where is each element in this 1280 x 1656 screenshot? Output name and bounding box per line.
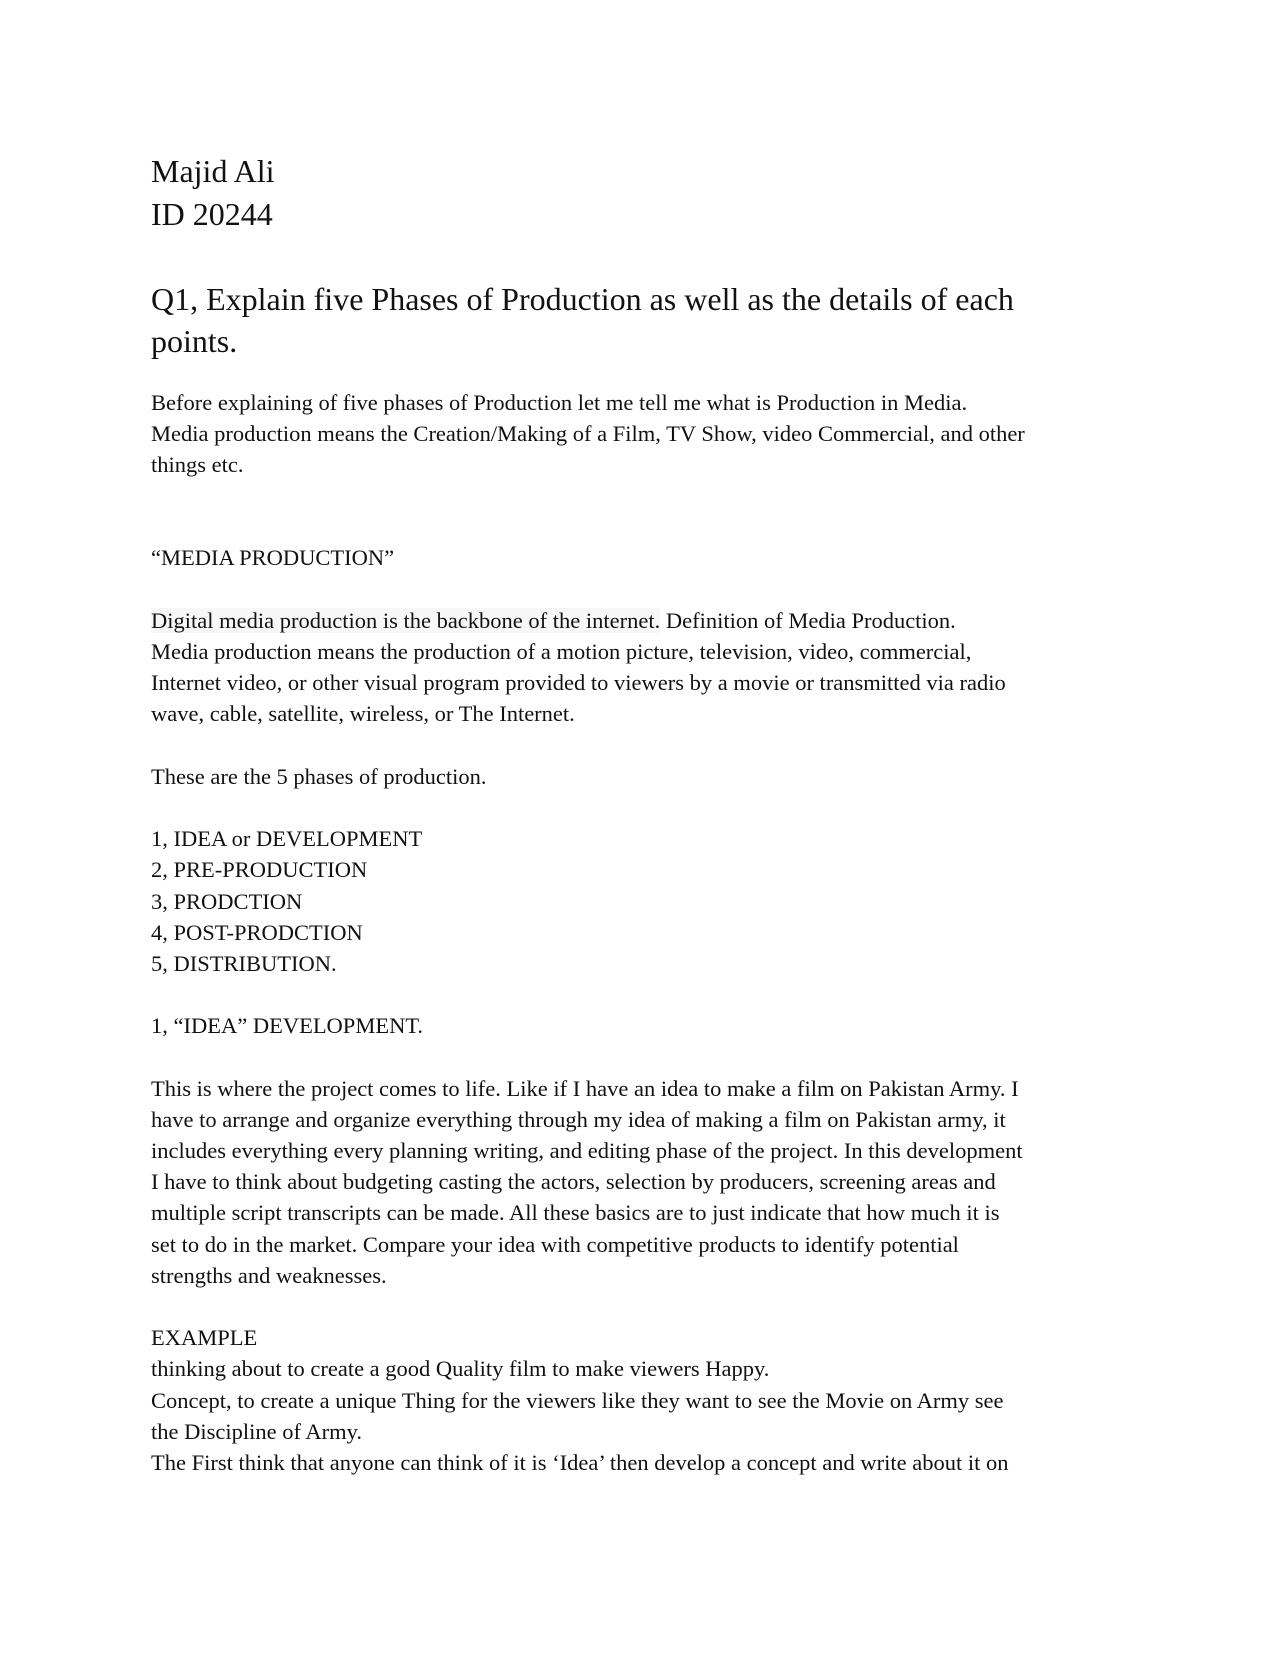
- example-line: the Discipline of Army.: [151, 1418, 363, 1444]
- intro-line: Before explaining of five phases of Production let me tell me what is Production in Media.: [151, 389, 968, 415]
- phase1-line: multiple script transcripts can be made. All these basics are to just indicate that how much it is: [151, 1200, 1000, 1226]
- phase-item: 2, PRE-PRODUCTION: [151, 857, 368, 883]
- phase1-line: This is where the project comes to life. Like if I have an idea to make a film on Pakistan Army. I: [151, 1075, 1019, 1101]
- definition-text: Definition of Media Production.: [660, 607, 956, 633]
- phase1-title: 1, “IDEA” DEVELOPMENT.: [151, 1013, 424, 1039]
- definition-line: Internet video, or other visual program provided to viewers by a movie or transmitted via radio: [151, 670, 1006, 696]
- phase-item: 1, IDEA or DEVELOPMENT: [151, 826, 423, 852]
- highlighted-text: Digital media production is the backbone of the internet.: [151, 607, 661, 633]
- question-title-cont: points.: [151, 323, 238, 359]
- phases-intro: These are the 5 phases of production.: [151, 763, 487, 789]
- phase1-line: I have to think about budgeting casting the actors, selection by producers, screening areas and: [151, 1169, 996, 1195]
- student-id: ID 20244: [151, 195, 273, 232]
- phase-item: 4, POST-PRODCTION: [151, 919, 363, 945]
- document-page: [151, 150, 1151, 1478]
- blank-line: [151, 235, 1151, 278]
- definition-line: [151, 605, 1151, 636]
- document-body: [151, 387, 1151, 1479]
- phase1-line: set to do in the market. Compare your idea with competitive products to identify potential: [151, 1231, 959, 1257]
- example-title: EXAMPLE: [151, 1325, 258, 1351]
- phase-item: 5, DISTRIBUTION.: [151, 950, 337, 976]
- example-line: The First think that anyone can think of it is ‘Idea’ then develop a concept and write about it on: [151, 1449, 1009, 1475]
- phase1-line: includes everything every planning writing, and editing phase of the project. In this development: [151, 1138, 1023, 1163]
- phase1-line: have to arrange and organize everything through my idea of making a film on Pakistan army, it: [151, 1106, 1006, 1132]
- intro-line: Media production means the Creation/Making of a Film, TV Show, video Commercial, and other: [151, 420, 1025, 446]
- definition-line: wave, cable, satellite, wireless, or The Internet.: [151, 701, 575, 727]
- example-line: thinking about to create a good Quality film to make viewers Happy.: [151, 1356, 770, 1382]
- author-name: Majid Ali: [151, 153, 275, 189]
- phase-item: 3, PRODCTION: [151, 888, 303, 914]
- definition-line: Media production means the production of a motion picture, television, video, commercial,: [151, 639, 972, 664]
- example-line: Concept, to create a unique Thing for the viewers like they want to see the Movie on Army see: [151, 1387, 1004, 1413]
- phase1-line: strengths and weaknesses.: [151, 1262, 387, 1288]
- section-title: “MEDIA PRODUCTION”: [151, 545, 395, 571]
- intro-line: things etc.: [151, 451, 244, 477]
- question-title: Q1, Explain five Phases of Production as well as the details of each: [151, 280, 1014, 317]
